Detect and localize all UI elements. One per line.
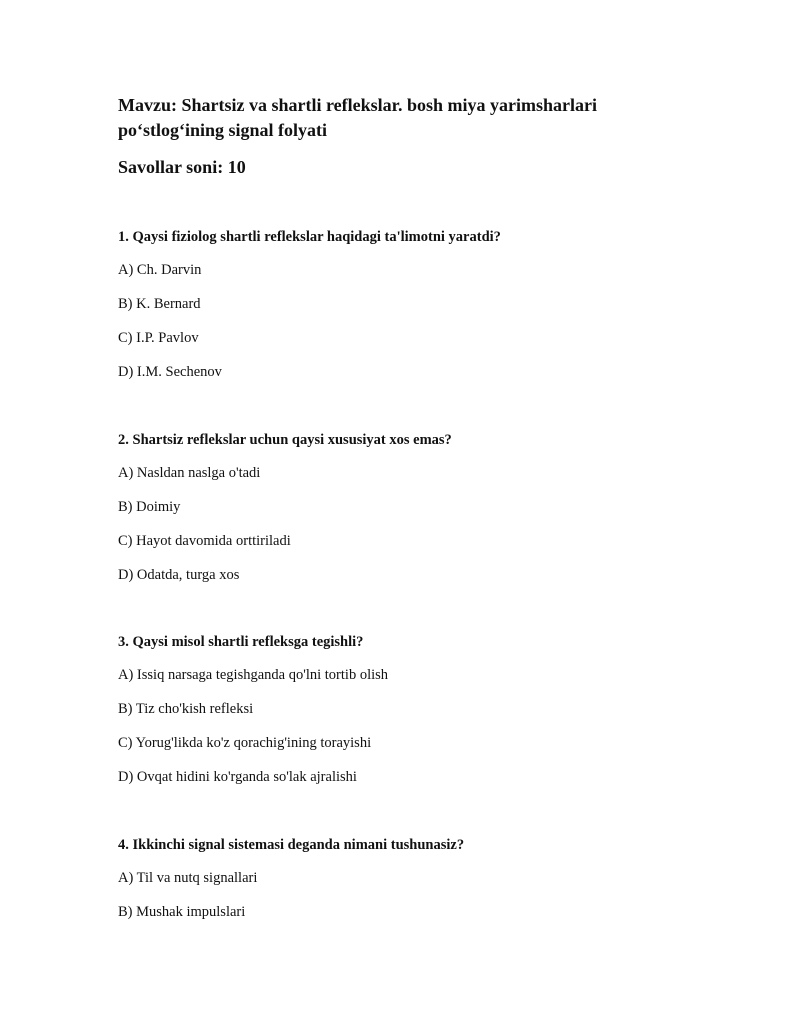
question-2-option-d: D) Odatda, turga xos (118, 567, 240, 583)
question-2-option-a: A) Nasldan naslga o'tadi (118, 465, 261, 481)
question-3: 3. Qaysi misol shartli refleksga tegishli? (118, 634, 364, 650)
question-2-option-b: B) Doimiy (118, 499, 181, 515)
question-count: Savollar soni: 10 (118, 157, 246, 177)
question-3-option-a: A) Issiq narsaga tegishganda qo'lni tortib olish (118, 667, 389, 683)
question-1-option-b: B) K. Bernard (118, 296, 201, 312)
question-3-option-c: C) Yorug'likda ko'z qorachig'ining torayishi (118, 735, 372, 751)
question-1-option-d: D) I.M. Sechenov (118, 364, 222, 380)
question-4: 4. Ikkinchi signal sistemasi deganda nimani tushunasiz? (118, 837, 465, 853)
question-1: 1. Qaysi fiziolog shartli reflekslar haqidagi ta'limotni yaratdi? (118, 229, 501, 245)
question-1-option-a: A) Ch. Darvin (118, 262, 202, 278)
question-4-option-b: B) Mushak impulslari (118, 904, 246, 920)
question-3-option-b: B) Tiz cho'kish refleksi (118, 701, 254, 717)
question-1-option-c: C) I.P. Pavlov (118, 330, 199, 346)
document-title: Mavzu: Shartsiz va shartli reflekslar. bosh miya yarimsharlari po‘stlog‘ining signal folyati (118, 95, 597, 140)
question-2: 2. Shartsiz reflekslar uchun qaysi xususiyat xos emas? (118, 432, 452, 448)
question-3-option-d: D) Ovqat hidini ko'rganda so'lak ajralishi (118, 769, 357, 785)
question-4-option-a: A) Til va nutq signallari (118, 870, 258, 886)
question-2-option-c: C) Hayot davomida orttiriladi (118, 533, 291, 549)
